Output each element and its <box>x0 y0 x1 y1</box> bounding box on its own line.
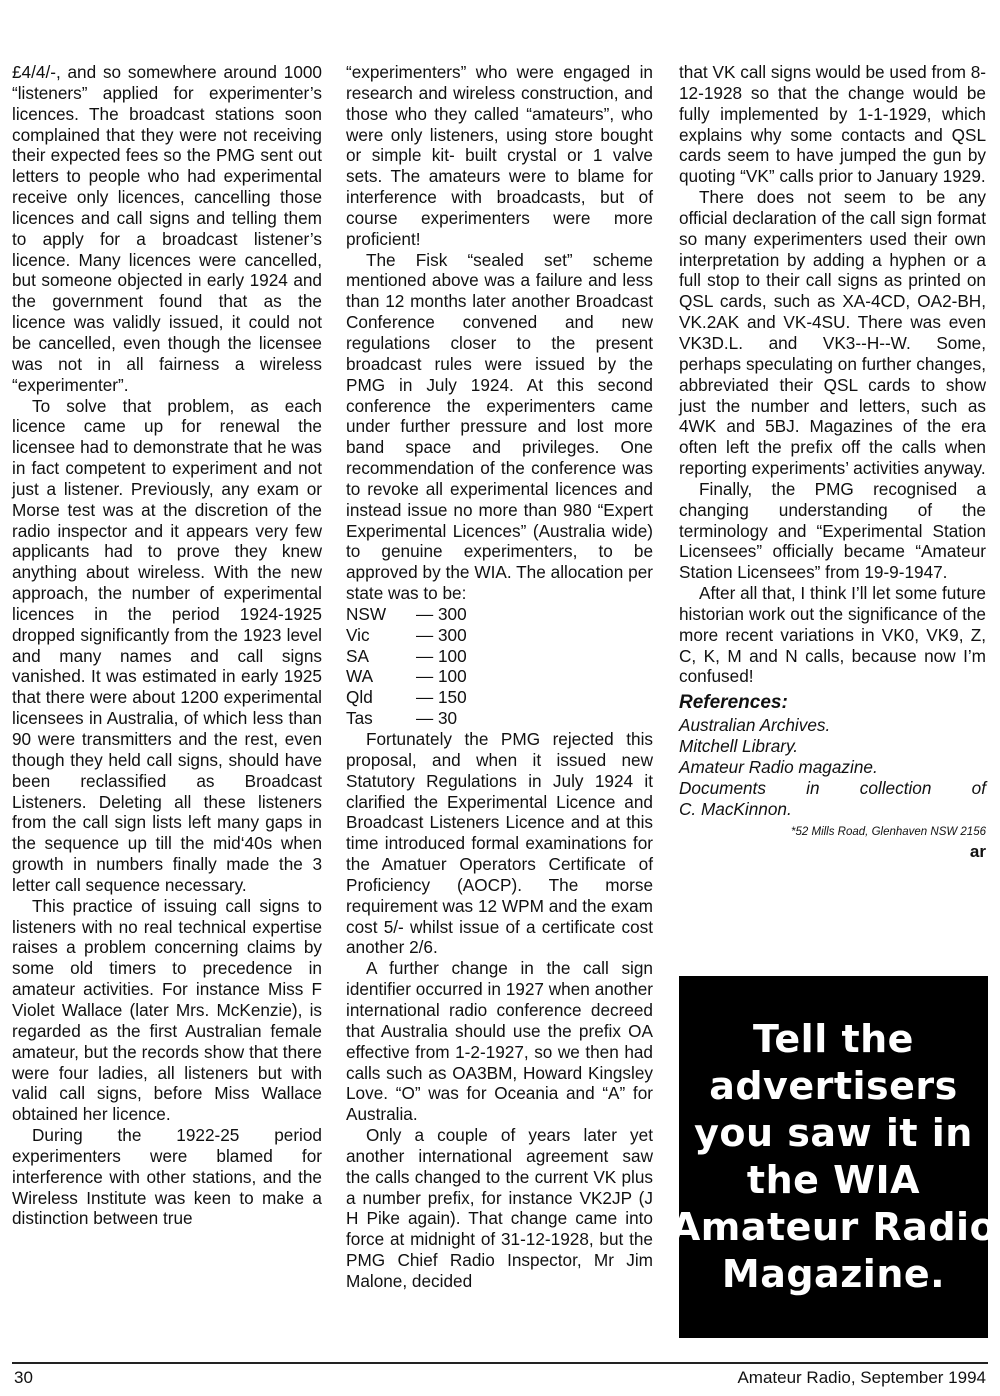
footer-title: Amateur Radio, September 1994 <box>737 1368 986 1387</box>
paragraph: After all that, I think I’ll let some future historian work out the significance of the more recent variations in VK0, VK9, Z, C, K, M and N calls, because now I’m confused! <box>679 583 986 687</box>
allocation-state: Qld <box>346 687 373 708</box>
advert-line: Tell the <box>753 1017 914 1061</box>
allocation-value: — 300 <box>416 603 467 624</box>
advert-line: the WIA <box>746 1158 921 1202</box>
allocation-state: SA <box>346 645 369 666</box>
references-heading: References: <box>679 692 788 714</box>
advertisement-box <box>670 976 997 1338</box>
allocation-value: — 150 <box>416 687 467 708</box>
footer-rule <box>12 1362 988 1364</box>
column-2 <box>346 62 653 1292</box>
paragraph: Only a couple of years later yet another international agreement saw the calls changed to the current VK plus a number prefix, for instance VK2JP (J H Pike again). That change came into force at midnight of 31-12-1928, but the PMG Chief Radio Inspector, Mr Jim Malone, decided <box>346 1125 653 1291</box>
allocation-value: — 30 <box>416 708 458 729</box>
reference-item: Amateur Radio magazine. <box>679 756 878 777</box>
advert-line: Magazine. <box>721 1252 946 1296</box>
state-allocation-list <box>346 604 653 729</box>
allocation-value: — 300 <box>416 624 467 645</box>
allocation-state: NSW <box>346 603 387 624</box>
author-address: *52 Mills Road, Glenhaven NSW 2156 <box>791 826 986 839</box>
allocation-value: — 100 <box>416 645 467 666</box>
column-3 <box>679 62 986 863</box>
paragraph: This practice of issuing call signs to listeners with no real technical expertise raises a problem concerning claims by some old timers to precedence in amateur activities. For instance Miss F Violet Wallace (later Mrs. McKenzie), is regarded as the first Australian female amateur, but the records show that there were four ladies, all listeners but with valid call signs, before Miss Wallace obtained her licence. <box>12 895 322 1125</box>
end-mark: ar <box>969 842 986 862</box>
paragraph: The Fisk “sealed set” scheme mentioned above was a failure and less than 12 months later another Broadcast Conference convened and new regulations closer to the present broadcast rules were issued by the PMG in July 1924. At this second conference the experimenters came under further pressure and lost more band space and privileges. One recommendation of the conference was to revoke all experimental licences and instead issue no more than 980 “Expert Experimental Licences” (Australia wide) to genuine experimenters, to be approved by the WIA. The allocation per state was to be: <box>346 249 653 604</box>
paragraph: During the 1922-25 period experimenters were blamed for interference with other stations, and the Wireless Institute was keen to make a distinction between true <box>12 1125 322 1229</box>
allocation-state: WA <box>346 666 374 687</box>
column-1 <box>12 62 322 1229</box>
reference-item: Mitchell Library. <box>679 736 799 756</box>
paragraph: Finally, the PMG recognised a changing understanding of the terminology and “Experimental Station Licensees” officially became “Amateur Station Licensees” from 19-9-1947. <box>679 478 986 583</box>
allocation-state: Vic <box>346 624 370 645</box>
paragraph: There does not seem to be any official declaration of the call sign format so many experimenters used their own interpretation by adding a hyphen or a full stop to their call signs as printed on QSL cards, such as XA-4CD, OA2-BH, VK.2AK and VK-4SU. There was even VK3D.L. and VK3--H--W. Some, perhaps speculating on further changes, abbreviated their QSL cards to show just the number and letters, such as 4WK and 5BJ. Magazines of the era often left the prefix off the calls when reporting experiments’ activities anyway. <box>679 187 986 479</box>
reference-item: Documents in collection of <box>679 777 986 798</box>
advert-line: Amateur Radio <box>670 1205 997 1249</box>
allocation-state: Tas <box>346 708 373 729</box>
page-number: 30 <box>14 1368 33 1387</box>
paragraph: that VK call signs would be used from 8-12-1928 so that the change would be fully implemented by 1-1-1929, which explains why some contacts and QSL cards seem to have jumped the gun by quoting “VK” calls prior to January 1929. <box>679 62 986 187</box>
paragraph: A further change in the call sign identifier occurred in 1927 when another international radio conference decreed that Australia should use the prefix OA effective from 1-2-1927, so we then had calls such as OA3BM, Howard Kingsley Love. “O” was for Oceania and “A” for Australia. <box>346 958 653 1125</box>
allocation-value: — 100 <box>416 666 467 687</box>
paragraph: “experimenters” who were engaged in research and wireless construction, and those who they called “amateurs”, who were only listeners, using store bought or simple kit- built crystal or 1 valve sets. The amateurs were to blame for interference with broadcasts, but of course experimenters were more proficient! <box>346 62 653 249</box>
paragraph: To solve that problem, as each licence came up for renewal the licensee had to demonstrate that he was in fact competent to experiment and not just a listener. Previously, any exam or Morse test was at the discretion of the radio inspector and it appears very few applicants had to prove they knew anything about wireless. With the new approach, the number of experimental licences in the period 1924-1925 dropped significantly from the 1923 level and many names and call signs vanished. It was estimated in early 1925 that there were about 1200 experimental licensees in Australia, of which less than 90 were transmitters and the rest, even though they held call signs, should have been reclassified as Broadcast Listeners. Deleting all these listeners from the call sign lists left many gaps in the sequence up till the mid‘40s when growth in numbers finally made the 3 letter call sequence necessary. <box>12 395 322 895</box>
advert-line: advertisers <box>709 1064 958 1108</box>
reference-item: Australian Archives. <box>679 715 831 736</box>
paragraph: Fortunately the PMG rejected this proposal, and when it issued new Statutory Regulations in July 1924 it clarified the Experimental Licence and Broadcast Listeners Licence and at this time introduced formal examinations for the Amatuer Operators Certificate of Proficiency (AOCP). The morse requirement was 12 WPM and the exam cost 5/- whilst issue of a certificate cost another 2/6. <box>346 729 653 958</box>
reference-item: C. MacKinnon. <box>679 798 792 819</box>
paragraph: £4/4/-, and so somewhere around 1000 “listeners” applied for experimenter’s licences. The broadcast stations soon complained that they were not receiving their expected fees so the PMG sent out letters to people who had experimental receive only licences, cancelling those licences and call signs and telling them to apply for a broadcast listener’s licence. Many licences were cancelled, but someone objected in early 1924 and the government found that as the licence was validly issued, it could not be cancelled, even though the licensee was not in all fairness a wireless “experimenter”. <box>12 62 322 395</box>
advert-line: you saw it in <box>694 1111 973 1155</box>
